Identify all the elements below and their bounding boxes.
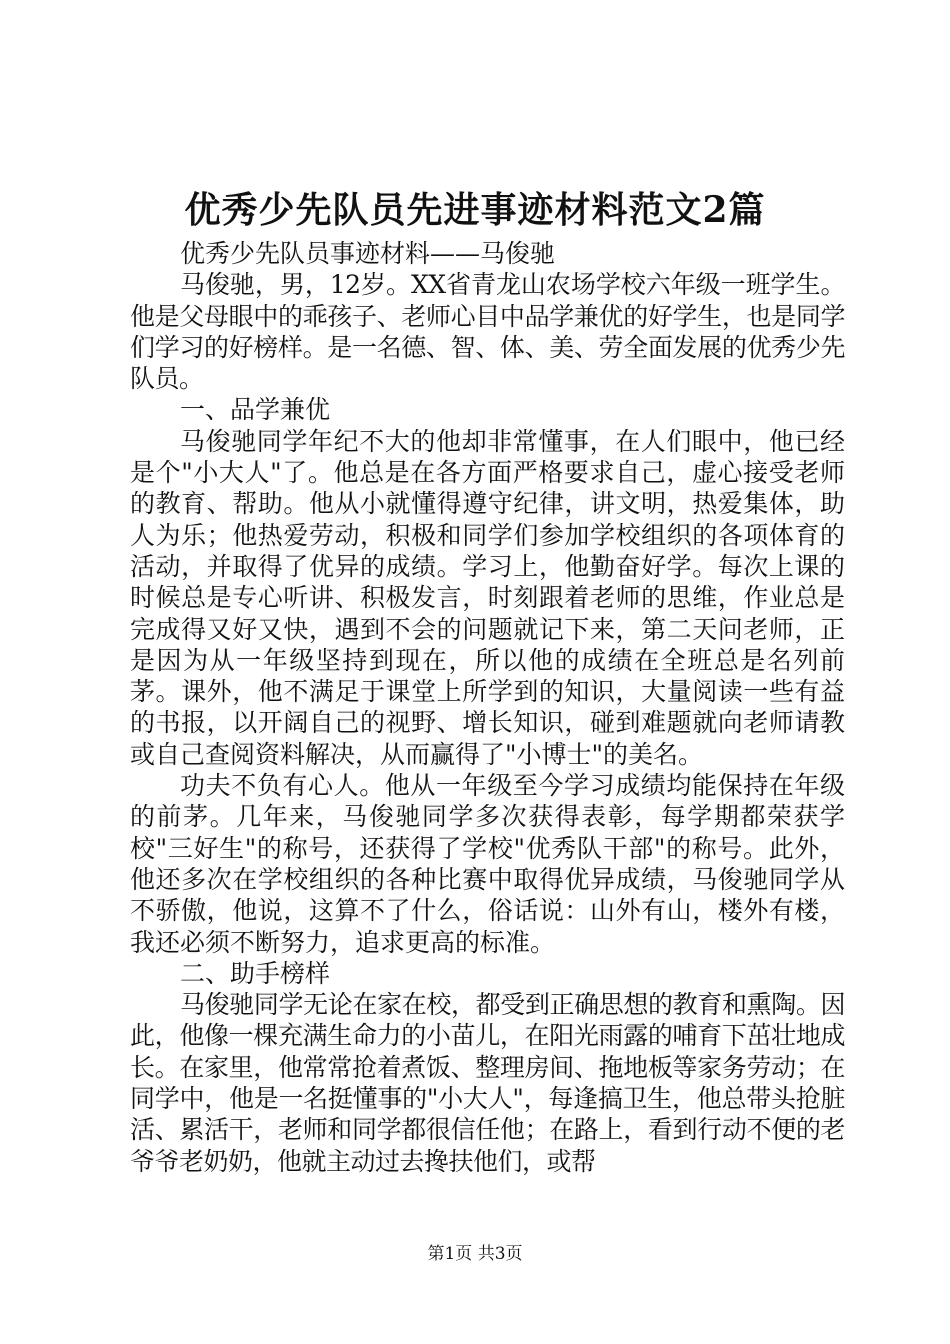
document-title: 优秀少先队员先进事迹材料范文2篇	[184, 189, 766, 231]
subtitle-paragraph: 优秀少先队员事迹材料——马俊驰	[180, 239, 556, 268]
body-paragraph: 马俊驰同学无论在家在校，都受到正确思想的教育和熏陶。因此，他像一棵充满生命力的小苗儿，在阳光雨露的哺育下茁壮地成长。在家里，他常常抢着煮饭、整理房间、拖地板等家务劳动；在同学中，他是一名挺懂事的"小大人"，每逢搞卫生，他总带头抢脏活、累活干，老师和同学都很信任他；在路上，看到行动不便的老爷爷老奶奶，他就主动过去搀扶他们，或帮	[130, 990, 845, 1176]
page-number-footer: 第1页 共3页	[427, 1244, 523, 1264]
body-paragraph: 马俊驰同学年纪不大的他却非常懂事，在人们眼中，他已经是个"小大人"了。他总是在各方面严格要求自己，虚心接受老师的教育、帮助。他从小就懂得遵守纪律，讲文明，热爱集体，助人为乐；他热爱劳动，积极和同学们参加学校组织的各项体育的活动，并取得了优异的成绩。学习上，他勤奋好学。每次上课的时候总是专心听讲、积极发言，时刻跟着老师的思维，作业总是完成得又好又快，遇到不会的问题就记下来，第二天问老师，正是因为从一年级坚持到现在，所以他的成绩在全班总是名列前茅。课外，他不满足于课堂上所学到的知识，大量阅读一些有益的书报，以开阔自己的视野、增长知识，碰到难题就向老师请教或自己查阅资料解决，从而赢得了"小博士"的美名。	[130, 426, 845, 769]
section-heading-1: 一、品学兼优	[180, 395, 331, 425]
section-heading-2: 二、助手榜样	[180, 958, 331, 988]
document-body	[130, 238, 845, 1177]
body-paragraph: 功夫不负有心人。他从一年级至今学习成绩均能保持在年级的前茅。几年来，马俊驰同学多次获得表彰，每学期都荣获学校"三好生"的称号，还获得了学校"优秀队干部"的称号。此外，他还多次在学校组织的各种比赛中取得优异成绩，马俊驰同学从不骄傲，他说，这算不了什么，俗话说：山外有山，楼外有楼，我还必须不断努力，追求更高的标准。	[130, 771, 845, 957]
intro-paragraph: 马俊驰，男，12岁。XX省青龙山农场学校六年级一班学生。他是父母眼中的乖孩子、老师心目中品学兼优的好学生，也是同学们学习的好榜样。是一名德、智、体、美、劳全面发展的优秀少先队员。	[130, 270, 845, 394]
